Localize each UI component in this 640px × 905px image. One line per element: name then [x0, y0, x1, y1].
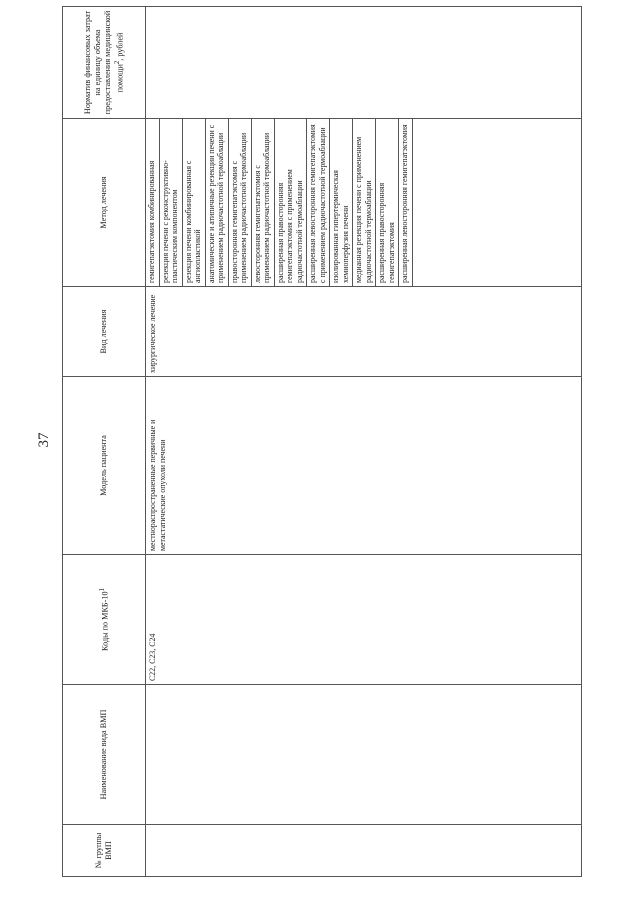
- cell-treatment-methods: [146, 119, 582, 287]
- method-item: правосторонняя гемигепатэктомия с применением радиочастотной термоаблации: [229, 119, 252, 286]
- method-item: левосторонняя гемигепатэктомия с применением радиочастотной термоаблации: [252, 119, 275, 286]
- cell-treatment-type: хирургическое лечение: [146, 287, 582, 377]
- table-row: [146, 7, 582, 877]
- method-item: гемигепатэктомия комбинированная: [146, 119, 160, 286]
- method-item: расширенная правосторонняя гемигепатэктомия с применением радиочастотной термоаблации: [275, 119, 308, 286]
- header-vmp-name: Наименование вида ВМП: [63, 685, 146, 825]
- vmp-table: [62, 6, 582, 877]
- method-item: резекция печени с реконструктивно-пластическим компонентом: [160, 119, 183, 286]
- method-item: расширенная левосторонняя гемигепатэктомия с применением радиочастотной термоаблации: [307, 119, 330, 286]
- header-icd-footnote: 1: [98, 588, 106, 592]
- header-icd-codes: [63, 555, 146, 685]
- vmp-table-wrapper: [62, 7, 582, 877]
- cell-group-no: [146, 825, 582, 877]
- header-icd-codes-text: Коды по МКБ-10: [100, 591, 110, 651]
- header-row: [63, 7, 146, 877]
- method-item: изолированная гипертермическая хемиоперфузия печени: [330, 119, 353, 286]
- cell-vmp-name: [146, 685, 582, 825]
- header-norm-cost-footnote: 2: [113, 60, 121, 65]
- header-norm-cost: [63, 7, 146, 119]
- header-norm-cost-text: Норматив финансовых затрат на единицу объема предоставления медицинской помощи: [82, 10, 125, 115]
- page-number: 37: [36, 432, 52, 448]
- method-item: анатомические и атипичные резекции печени с применением радиочастотной термоаблации: [206, 119, 229, 286]
- cell-icd-codes: C22, C23, C24: [146, 555, 582, 685]
- header-group-no: № группы ВМП: [63, 825, 146, 877]
- method-item: расширенная левосторонняя гемигепатэктомия: [399, 119, 413, 286]
- method-item: медианная резекция печени с применением радиочастотной термоаблации: [353, 119, 376, 286]
- cell-patient-model: местнораспространенные первичные и метастатические опухоли печени: [146, 377, 582, 555]
- header-norm-cost-unit: , рублей: [115, 32, 125, 61]
- cell-norm-cost: [146, 7, 582, 119]
- header-treatment-method: Метод лечения: [63, 119, 146, 287]
- header-patient-model: Модель пациента: [63, 377, 146, 555]
- method-item: резекция печени комбинированная с ангиопластикой: [183, 119, 206, 286]
- method-list: [146, 119, 581, 286]
- method-list-spacer: [413, 119, 422, 286]
- method-item: расширенная правосторонняя гемигепатэктомия: [376, 119, 399, 286]
- header-treatment-type: Вид лечения: [63, 287, 146, 377]
